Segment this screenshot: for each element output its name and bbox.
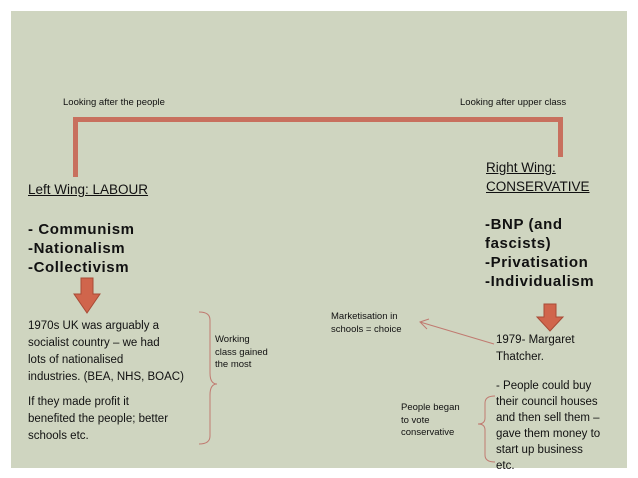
text-line: etc. [496, 460, 515, 472]
text-line: Working [215, 334, 250, 345]
slide [11, 11, 627, 472]
list-item: - Communism [28, 221, 135, 238]
text-line: industries. (BEA, NHS, BOAC) [28, 371, 184, 383]
label-looking-after-upper-class: Looking after upper class [460, 97, 567, 108]
text-line: schools etc. [28, 430, 89, 442]
diagram-graphics [11, 11, 627, 468]
marketisation-pointer-arrow [420, 322, 494, 344]
left-curly-brace [199, 312, 217, 444]
text-line: their council houses [496, 396, 598, 408]
text-line: and then sell them – [496, 412, 600, 424]
text-line: lots of nationalised [28, 354, 124, 366]
right-wing-title-line1: Right Wing: [486, 160, 556, 175]
text-line: If they made profit it [28, 396, 129, 408]
list-item: -Nationalism [28, 240, 126, 257]
text-line: the most [215, 359, 252, 370]
text-line: benefited the people; better [28, 413, 169, 425]
text-line: socialist country – we had [28, 337, 160, 349]
text-line: gave them money to [496, 428, 601, 440]
text-line: conservative [401, 427, 455, 438]
right-curly-brace [478, 396, 495, 462]
text-line: 1970s UK was arguably a [28, 320, 160, 332]
list-item: -BNP (and [485, 216, 563, 233]
text-line: - People could buy [496, 380, 592, 392]
list-item: -Collectivism [28, 259, 130, 276]
text-line: schools = choice [331, 323, 402, 335]
right-wing-title-line2: CONSERVATIVE [486, 179, 590, 194]
text-line: People began [401, 402, 460, 413]
text-line: class gained [215, 346, 268, 358]
text-line: Marketisation in [331, 311, 398, 322]
text-line: to vote [401, 414, 430, 426]
right-down-arrow [537, 304, 563, 331]
left-down-arrow [74, 278, 100, 313]
text-line: Thatcher. [496, 351, 544, 363]
left-wing-title: Left Wing: LABOUR [28, 182, 149, 197]
list-item: fascists) [485, 235, 552, 252]
text-line: 1979- Margaret [496, 334, 575, 346]
list-item: -Privatisation [485, 254, 589, 271]
label-looking-after-people: Looking after the people [63, 97, 165, 108]
list-item: -Individualism [485, 273, 595, 290]
text-line: start up business [496, 444, 583, 456]
